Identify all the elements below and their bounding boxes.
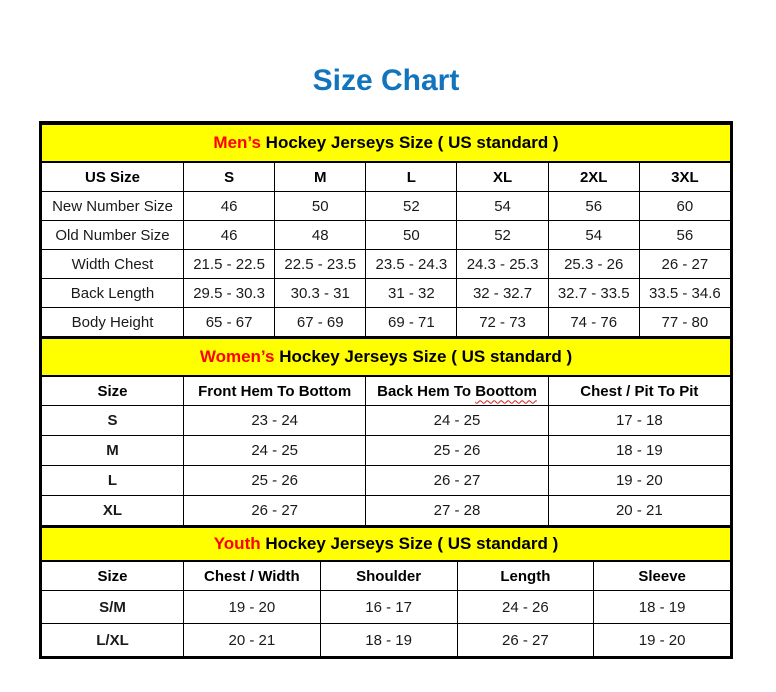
mens-section-header-text: Hockey Jerseys Size ( US standard ): [260, 133, 559, 152]
cell: 32 - 32.7: [457, 279, 548, 308]
row-label: S: [42, 406, 184, 436]
youth-col-sleeve: Sleeve: [594, 561, 731, 591]
cell: 32.7 - 33.5: [548, 279, 639, 308]
cell: 29.5 - 30.3: [184, 279, 275, 308]
row-label: New Number Size: [42, 192, 184, 221]
mens-col-xl: XL: [457, 162, 548, 192]
cell: 31 - 32: [366, 279, 457, 308]
cell: 54: [457, 192, 548, 221]
youth-size-table: [41, 526, 731, 657]
cell: 17 - 18: [548, 406, 730, 436]
youth-col-size: Size: [42, 561, 184, 591]
cell: 24 - 26: [457, 591, 594, 624]
youth-col-shoulder: Shoulder: [320, 561, 457, 591]
youth-row-sm: [42, 591, 731, 624]
cell: 48: [275, 221, 366, 250]
cell: 25.3 - 26: [548, 250, 639, 279]
mens-row-width-chest: [42, 250, 731, 279]
mens-section-header-row: [42, 124, 731, 162]
youth-section-header-text: Hockey Jerseys Size ( US standard ): [260, 534, 559, 553]
cell: 54: [548, 221, 639, 250]
cell: 18 - 19: [320, 624, 457, 657]
mens-col-m: M: [275, 162, 366, 192]
cell: 24.3 - 25.3: [457, 250, 548, 279]
cell: 27 - 28: [366, 496, 548, 526]
cell: 23 - 24: [184, 406, 366, 436]
cell: 30.3 - 31: [275, 279, 366, 308]
cell: 24 - 25: [366, 406, 548, 436]
womens-col-back-hem-misspelled-word: Boottom: [475, 382, 537, 400]
cell: 74 - 76: [548, 308, 639, 337]
mens-section-header: [42, 124, 731, 162]
womens-col-size: Size: [42, 376, 184, 406]
mens-col-l: L: [366, 162, 457, 192]
cell: 33.5 - 34.6: [639, 279, 730, 308]
cell: 26 - 27: [639, 250, 730, 279]
cell: 50: [275, 192, 366, 221]
cell: 50: [366, 221, 457, 250]
mens-size-table: [41, 123, 731, 337]
mens-col-2xl: 2XL: [548, 162, 639, 192]
mens-row-new-number: [42, 192, 731, 221]
womens-column-header-row: [42, 376, 731, 406]
cell: 18 - 19: [594, 591, 731, 624]
mens-column-header-row: [42, 162, 731, 192]
cell: 56: [639, 221, 730, 250]
mens-col-us-size: US Size: [42, 162, 184, 192]
row-label: Old Number Size: [42, 221, 184, 250]
row-label: XL: [42, 496, 184, 526]
cell: 24 - 25: [184, 436, 366, 466]
cell: 60: [639, 192, 730, 221]
womens-section-header-text: Hockey Jerseys Size ( US standard ): [274, 347, 573, 366]
womens-section-header-accent: Women’s: [199, 347, 275, 366]
cell: 26 - 27: [366, 466, 548, 496]
size-chart-tables: [39, 121, 733, 659]
row-label: Back Length: [42, 279, 184, 308]
womens-col-back-hem-prefix: Back Hem To: [377, 382, 476, 400]
womens-row-xl: [42, 496, 731, 526]
womens-row-s: [42, 406, 731, 436]
womens-row-m: [42, 436, 731, 466]
cell: 19 - 20: [184, 591, 321, 624]
youth-section-header-accent: Youth: [213, 534, 261, 553]
cell: 19 - 20: [594, 624, 731, 657]
youth-column-header-row: [42, 561, 731, 591]
cell: 23.5 - 24.3: [366, 250, 457, 279]
mens-row-old-number: [42, 221, 731, 250]
mens-col-3xl: 3XL: [639, 162, 730, 192]
mens-section-header-accent: Men’s: [213, 133, 261, 152]
cell: 52: [457, 221, 548, 250]
row-label: S/M: [42, 591, 184, 624]
youth-col-length: Length: [457, 561, 594, 591]
row-label: Width Chest: [42, 250, 184, 279]
cell: 22.5 - 23.5: [275, 250, 366, 279]
womens-row-l: [42, 466, 731, 496]
row-label: Body Height: [42, 308, 184, 337]
youth-section-header-row: [42, 527, 731, 561]
womens-size-table: [41, 337, 731, 526]
mens-row-body-height: [42, 308, 731, 337]
cell: 46: [184, 192, 275, 221]
youth-section-header: [42, 527, 731, 561]
page-title: Size Chart: [312, 64, 460, 97]
cell: 56: [548, 192, 639, 221]
cell: 25 - 26: [184, 466, 366, 496]
womens-section-header-row: [42, 338, 731, 376]
row-label: L: [42, 466, 184, 496]
cell: 19 - 20: [548, 466, 730, 496]
row-label: L/XL: [42, 624, 184, 657]
cell: 25 - 26: [366, 436, 548, 466]
cell: 26 - 27: [457, 624, 594, 657]
cell: 72 - 73: [457, 308, 548, 337]
cell: 20 - 21: [184, 624, 321, 657]
cell: 65 - 67: [184, 308, 275, 337]
cell: 46: [184, 221, 275, 250]
row-label: M: [42, 436, 184, 466]
youth-row-lxl: [42, 624, 731, 657]
youth-col-chest-width: Chest / Width: [184, 561, 321, 591]
mens-col-s: S: [184, 162, 275, 192]
cell: 69 - 71: [366, 308, 457, 337]
cell: 26 - 27: [184, 496, 366, 526]
cell: 77 - 80: [639, 308, 730, 337]
cell: 52: [366, 192, 457, 221]
womens-col-front-hem: Front Hem To Bottom: [184, 376, 366, 406]
cell: 18 - 19: [548, 436, 730, 466]
womens-section-header: [42, 338, 731, 376]
mens-row-back-length: [42, 279, 731, 308]
womens-col-back-hem: [366, 376, 548, 406]
cell: 67 - 69: [275, 308, 366, 337]
cell: 21.5 - 22.5: [184, 250, 275, 279]
cell: 20 - 21: [548, 496, 730, 526]
womens-col-chest: Chest / Pit To Pit: [548, 376, 730, 406]
cell: 16 - 17: [320, 591, 457, 624]
